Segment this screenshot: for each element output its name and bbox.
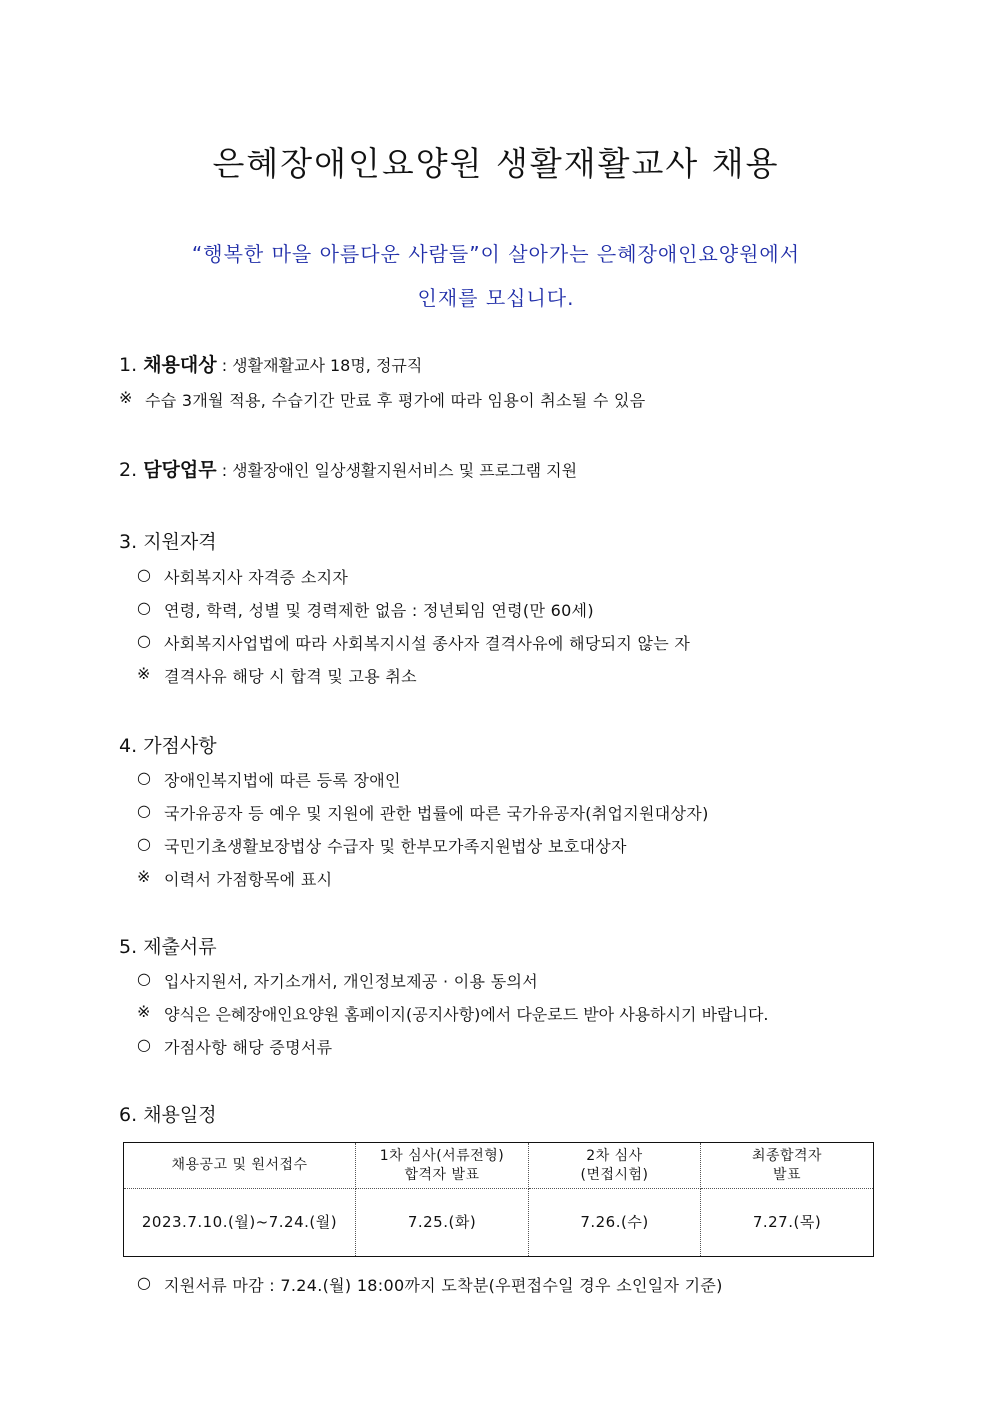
schedule-header-text: 2차 심사 xyxy=(586,1147,643,1164)
document-title: 은혜장애인요양원 생활재활교사 채용 xyxy=(212,144,780,183)
schedule-header-cell xyxy=(356,1143,529,1189)
section-2-heading xyxy=(119,455,577,482)
schedule-header-cell xyxy=(124,1143,356,1189)
schedule-table xyxy=(123,1142,874,1257)
section-4-item-2: 국가유공자 등 예우 및 지원에 관한 법률에 따른 국가유공자(취업지원대상자) xyxy=(164,804,709,823)
schedule-header-row xyxy=(124,1143,874,1189)
section-5-number: 5. xyxy=(119,936,138,958)
schedule-value-row xyxy=(124,1189,874,1257)
section-4-item-4-mark: ※ xyxy=(137,867,151,886)
section-6-heading xyxy=(119,1100,217,1127)
section-4-item-2-mark: ○ xyxy=(137,801,151,820)
section-1-number: 1. xyxy=(119,354,138,376)
section-4-item-1-mark: ○ xyxy=(137,768,151,787)
section-2-number: 2. xyxy=(119,459,138,481)
section-5-item-2-mark: ※ xyxy=(137,1002,151,1021)
schedule-header-text: 1차 심사(서류전형) xyxy=(379,1147,505,1164)
section-3-item-3: 사회복지사업법에 따라 사회복지시설 종사자 결격사유에 해당되지 않는 자 xyxy=(164,634,691,653)
section-3-heading xyxy=(119,527,217,554)
section-3-item-4: 결격사유 해당 시 합격 및 고용 취소 xyxy=(164,667,417,686)
section-4-number: 4. xyxy=(119,735,138,757)
section-4-item-3-mark: ○ xyxy=(137,834,151,853)
schedule-header-text: 최종합격자 xyxy=(751,1147,823,1164)
section-5-title: 제출서류 xyxy=(143,936,217,958)
section-5-item-1: 입사지원서, 자기소개서, 개인정보제공 · 이용 동의서 xyxy=(164,972,538,991)
schedule-value-cell: 2023.7.10.(월)~7.24.(월) xyxy=(124,1189,356,1257)
section-4-heading xyxy=(119,731,217,758)
section-3-item-2-mark: ○ xyxy=(137,598,151,617)
section-3-number: 3. xyxy=(119,531,138,553)
schedule-header-cell xyxy=(529,1143,701,1189)
slogan-line-1: “행복한 마을 아름다운 사람들”이 살아가는 은혜장애인요양원에서 xyxy=(191,242,801,266)
section-4-item-3: 국민기초생활보장법상 수급자 및 한부모가족지원법상 보호대상자 xyxy=(164,837,627,856)
section-1-title: 채용대상 xyxy=(143,354,217,376)
schedule-header-subtext: 합격자 발표 xyxy=(404,1166,480,1183)
schedule-header-subtext: 발표 xyxy=(772,1166,802,1183)
section-3-title: 지원자격 xyxy=(143,531,217,553)
section-1-colon: : xyxy=(216,356,233,375)
section-4-item-4: 이력서 가점항목에 표시 xyxy=(164,870,333,889)
section-1-detail: 생활재활교사 18명, 정규직 xyxy=(232,356,423,375)
section-3-item-1: 사회복지사 자격증 소지자 xyxy=(164,568,349,587)
section-2-detail: 생활장애인 일상생활지원서비스 및 프로그램 지원 xyxy=(232,461,578,480)
schedule-header-cell xyxy=(701,1143,874,1189)
schedule-header-text: 채용공고 및 원서접수 xyxy=(171,1157,308,1173)
section-2-title: 담당업무 xyxy=(143,459,217,481)
schedule-value-cell: 7.27.(목) xyxy=(752,1213,822,1231)
section-2-colon: : xyxy=(216,461,233,480)
section-6-title: 채용일정 xyxy=(143,1104,217,1126)
section-4-title: 가점사항 xyxy=(143,735,217,757)
slogan-line-2: 인재를 모십니다. xyxy=(417,286,575,310)
section-1-note-mark: ※ xyxy=(119,388,133,407)
section-5-item-2: 양식은 은혜장애인요양원 홈페이지(공지사항)에서 다운로드 받아 사용하시기 바랍니다. xyxy=(164,1005,769,1024)
section-4-item-1: 장애인복지법에 따른 등록 장애인 xyxy=(164,771,401,790)
section-3-item-4-mark: ※ xyxy=(137,664,151,683)
section-6-footnote: 지원서류 마감 : 7.24.(월) 18:00까지 도착분(우편접수일 경우 소인일자 기준) xyxy=(164,1276,723,1295)
section-3-item-3-mark: ○ xyxy=(137,631,151,650)
section-5-heading xyxy=(119,932,217,959)
schedule-value-cell: 7.26.(수) xyxy=(529,1189,701,1257)
section-5-item-3: 가점사항 해당 증명서류 xyxy=(164,1038,333,1057)
schedule-value-cell: 7.25.(화) xyxy=(356,1189,529,1257)
section-1-note: 수습 3개월 적용, 수습기간 만료 후 평가에 따라 임용이 취소될 수 있음 xyxy=(145,391,646,410)
section-6-number: 6. xyxy=(119,1104,138,1126)
schedule-header-subtext: (면접시험) xyxy=(580,1166,649,1183)
section-3-item-2: 연령, 학력, 성별 및 경력제한 없음 : 정년퇴임 연령(만 60세) xyxy=(164,601,594,620)
section-5-item-1-mark: ○ xyxy=(137,969,151,988)
section-6-footnote-mark: ○ xyxy=(137,1273,151,1292)
section-5-item-3-mark: ○ xyxy=(137,1035,151,1054)
section-3-item-1-mark: ○ xyxy=(137,565,151,584)
section-1-heading xyxy=(119,350,422,377)
